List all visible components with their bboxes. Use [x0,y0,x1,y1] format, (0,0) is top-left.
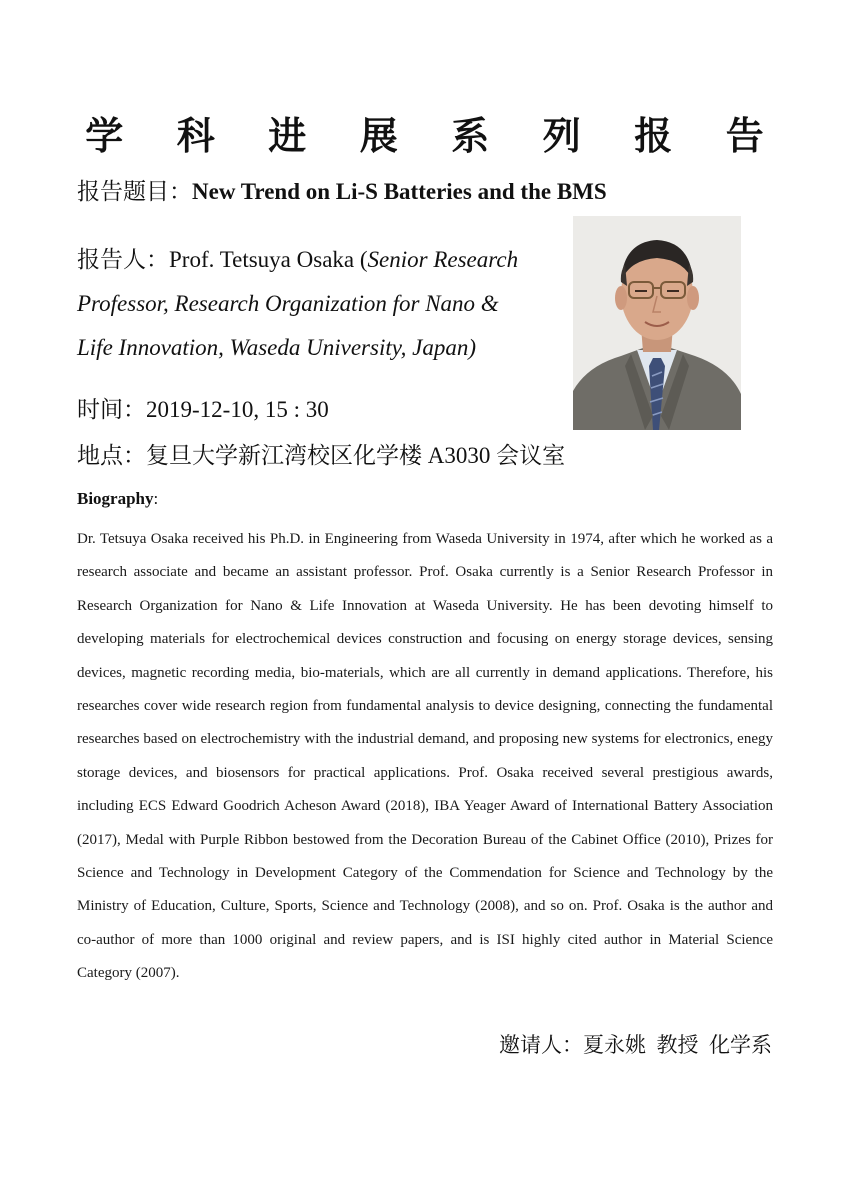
speaker-portrait-photo [573,216,741,430]
speaker-label: 报告人： [77,247,169,272]
time-value: 2019-12-10, 15 : 30 [146,397,329,422]
portrait-illustration [573,216,741,430]
topic-row [77,177,607,207]
speaker-line-1 [77,238,567,282]
speaker-affiliation-2: Professor, Research Organization for Nano & [77,291,499,316]
speaker-block [77,238,567,370]
place-label: 地点： [77,443,146,468]
poster-title: 学 科 进 展 系 列 报 告 [85,116,786,158]
speaker-affiliation-1: Senior Research [367,247,519,272]
topic-label: 报告题目： [77,179,192,204]
biography-heading [77,487,158,511]
inviter-line: 邀请人：夏永姚 教授 化学系 [499,1033,772,1057]
time-label: 时间： [77,397,146,422]
speaker-affiliation-3: Life Innovation, Waseda University, Japan) [77,335,477,360]
topic-value: New Trend on Li-S Batteries and the BMS [192,179,607,204]
speaker-name: Prof. Tetsuya Osaka ( [169,247,368,272]
time-row [77,395,329,425]
place-value: 复旦大学新江湾校区化学楼 A3030 会议室 [146,443,566,468]
biography-heading-text: Biography [77,489,154,508]
biography-text: Dr. Tetsuya Osaka received his Ph.D. in Engineering from Waseda University in 1974, after which he worked as a research associate and became an assistant professor. Prof. Osaka currently is a Senior Research Professor in Research Organization for Nano & Life Innovation at Waseda University. He has been devoting himself to developing materials for electrochemical devices construction and focusing on energy storage devices, sensing devices, magnetic recording media, bio-materials, which are all currently in demand applications. Therefore, his researches cover wide research region from fundamental analysis to device designing, connecting the fundamental researches based on electrochemistry with the industrial demand, and proposing new systems for electronics, enegy storage devices, and biosensors for practical applications. Prof. Osaka received several prestigious awards, including ECS Edward Goodrich Acheson Award (2018), IBA Yeager Award of International Battery Association (2017), Medal with Purple Ribbon bestowed from the Decoration Bureau of the Cabinet Office (2010), Prizes for Science and Technology in Development Category of the Commendation for Science and Technology by the Ministry of Education, Culture, Sports, Science and Technology (2008), and so on. Prof. Osaka is the author and co-author of more than 1000 original and review papers, and is ISI highly cited author in Material Science Category (2007). [77,531,773,982]
place-row [77,441,565,471]
biography-heading-colon: : [153,489,159,508]
